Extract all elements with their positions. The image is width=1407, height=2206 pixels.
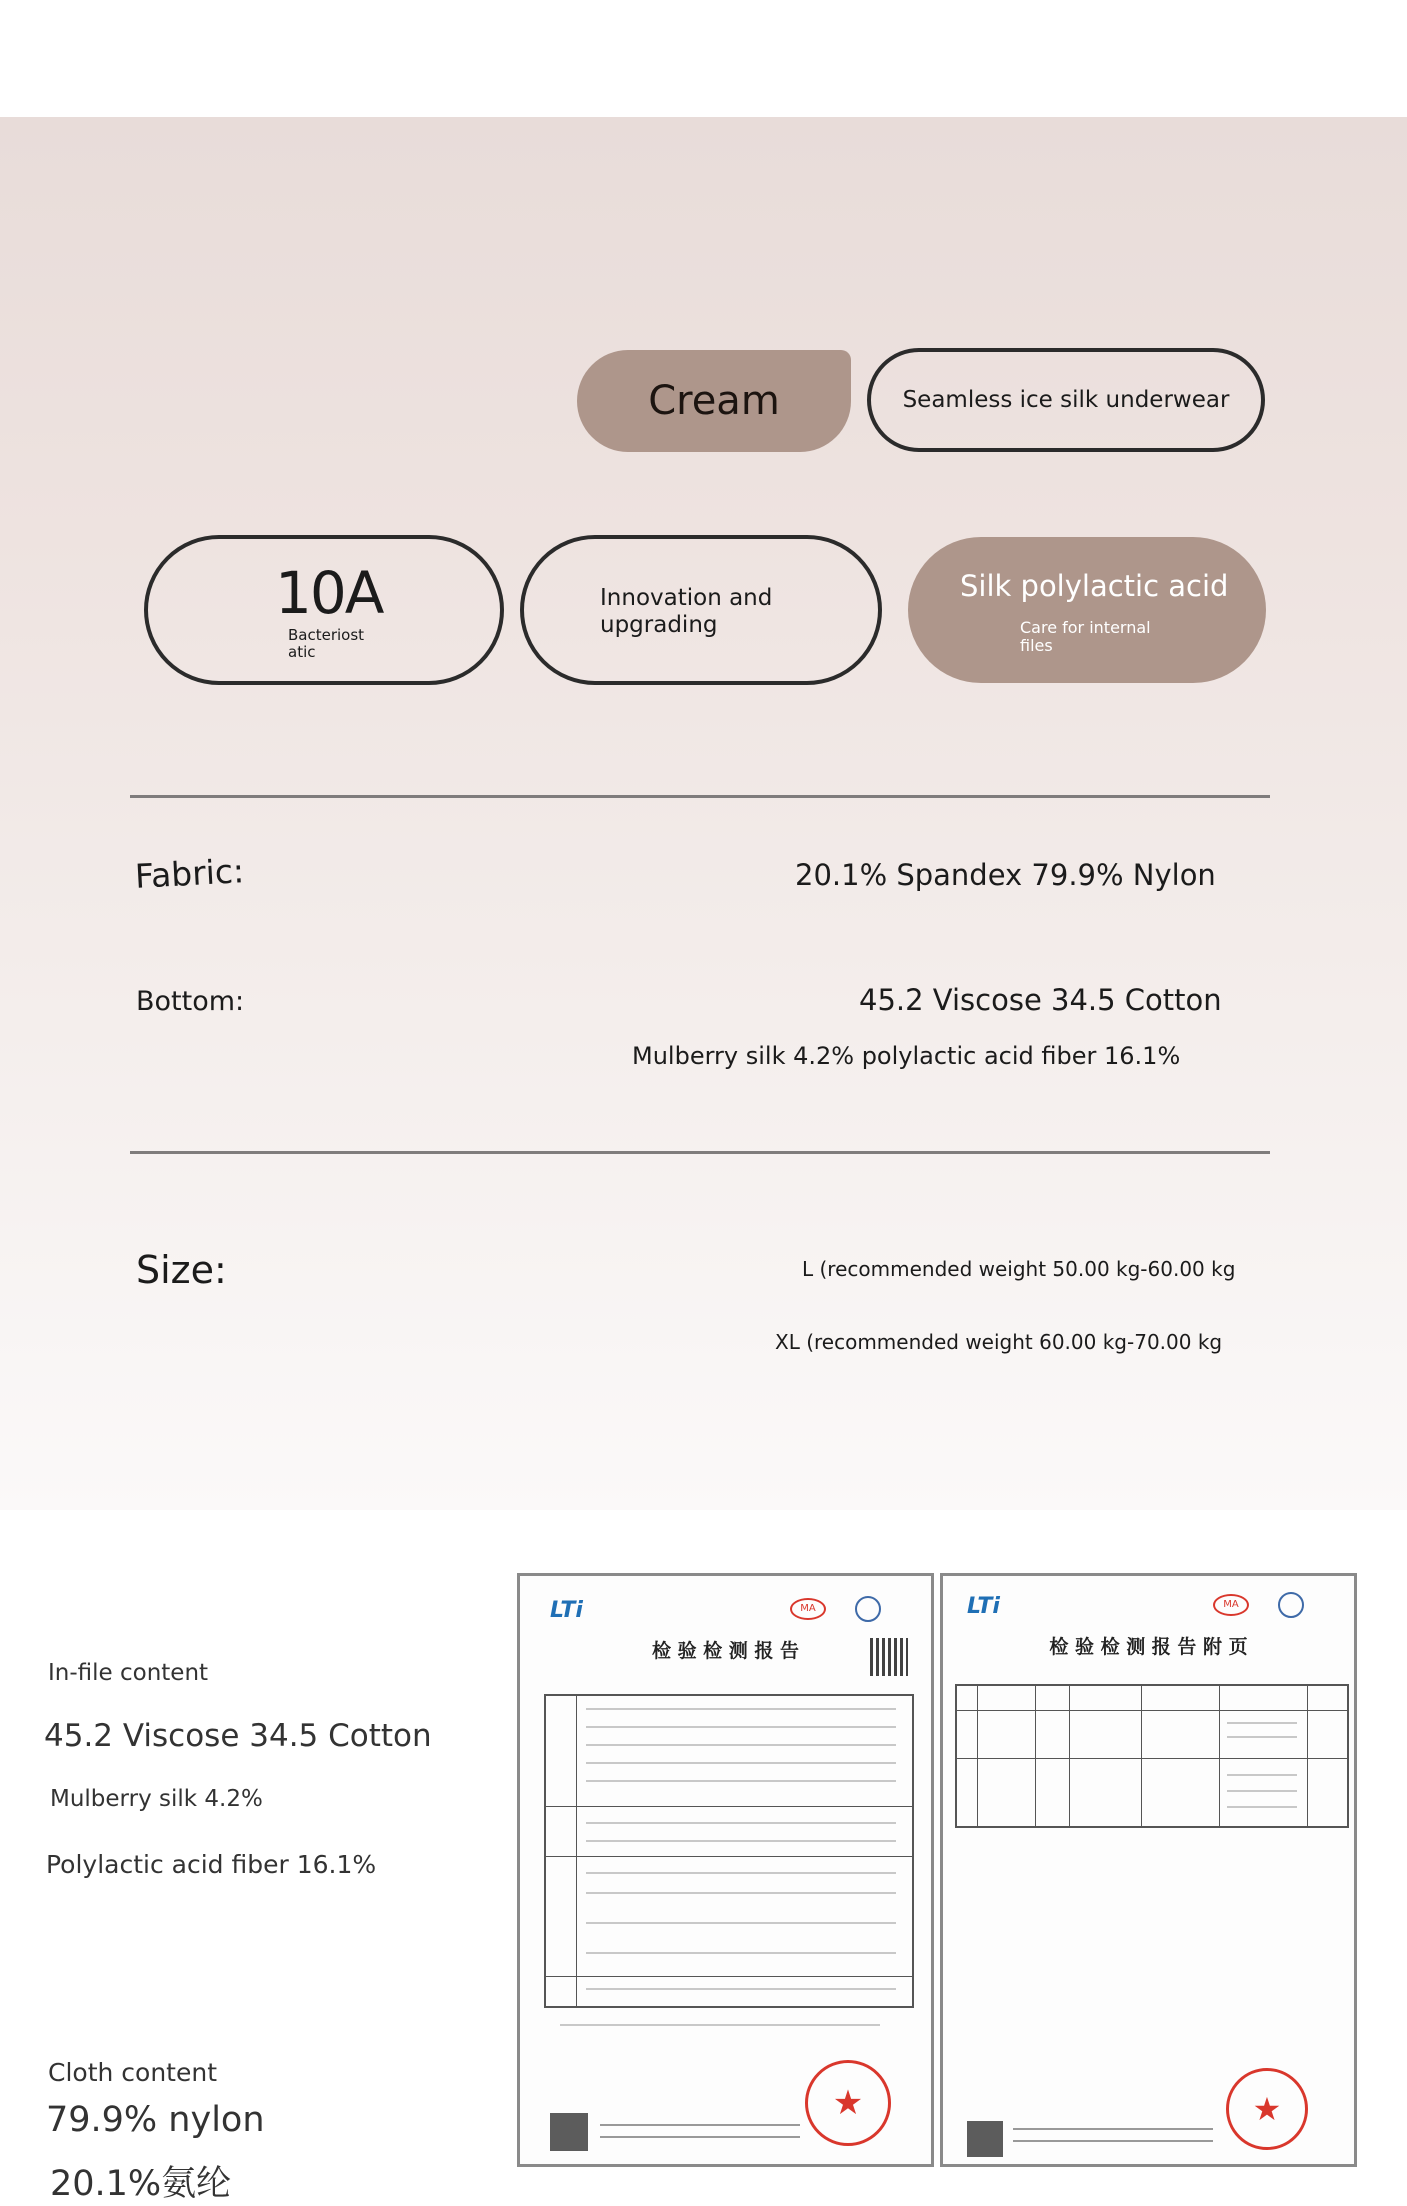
report1-table [544,1694,914,2008]
bottom-label: Bottom: [136,986,245,1017]
silk-title: Silk polylactic acid [960,569,1229,603]
report2-stamp: ★ [1226,2068,1308,2150]
infile-label: In-file content [48,1660,209,1686]
report2-table [955,1684,1349,1828]
product-info-panel [0,117,1407,1510]
report1-footer-qr [550,2113,588,2151]
test-report-page-1 [517,1573,934,2167]
bottom-extra: Mulberry silk 4.2% polylactic acid fiber 16.1% [632,1042,1181,1070]
infile-line3: Polylactic acid fiber 16.1% [46,1850,377,1879]
bacteriostatic-label: Bacteriost atic [288,626,365,661]
report2-logo: LTi [967,1594,1000,1619]
cream-label: Cream [648,378,780,424]
cnas-icon [855,1596,881,1622]
infile-line2: Mulberry silk 4.2% [50,1786,263,1812]
report1-stamp: ★ [805,2060,891,2146]
cloth-line1: 79.9% nylon [46,2100,265,2140]
qr-code-icon [870,1638,908,1676]
product-type-tag [867,348,1265,452]
cma-icon-2: MA [1213,1594,1249,1616]
size-xl: XL (recommended weight 60.00 kg-70.00 kg [775,1330,1223,1354]
bacteriostatic-tag [144,535,504,685]
silk-subtitle: Care for internal files [1020,618,1151,655]
report2-title: 检 验 检 测 报 告 附 页 [1049,1636,1248,1658]
test-report-page-2 [940,1573,1357,2167]
divider-top [130,795,1270,798]
infile-line1: 45.2 Viscose 34.5 Cotton [44,1718,432,1754]
fabric-label: Fabric: [134,851,246,896]
size-l: L (recommended weight 50.00 kg-60.00 kg [802,1257,1236,1281]
color-tag-cream [577,350,851,452]
innovation-label: Innovation and upgrading [600,585,773,638]
divider-middle [130,1151,1270,1154]
size-label: Size: [136,1248,227,1292]
cma-icon: MA [790,1598,826,1620]
ten-a-label: 10A [275,559,383,627]
cloth-line2: 20.1%氨纶 [50,2164,232,2204]
report1-logo: LTi [550,1598,583,1623]
silk-tag [908,537,1266,683]
cnas-icon-2 [1278,1592,1304,1618]
bottom-value: 45.2 Viscose 34.5 Cotton [859,983,1222,1017]
seamless-label: Seamless ice silk underwear [902,387,1230,413]
report1-title: 检 验 检 测 报 告 [651,1640,800,1662]
report2-footer-qr [967,2121,1003,2157]
fabric-value: 20.1% Spandex 79.9% Nylon [795,858,1216,892]
cloth-label: Cloth content [48,2058,218,2087]
innovation-tag [520,535,882,685]
